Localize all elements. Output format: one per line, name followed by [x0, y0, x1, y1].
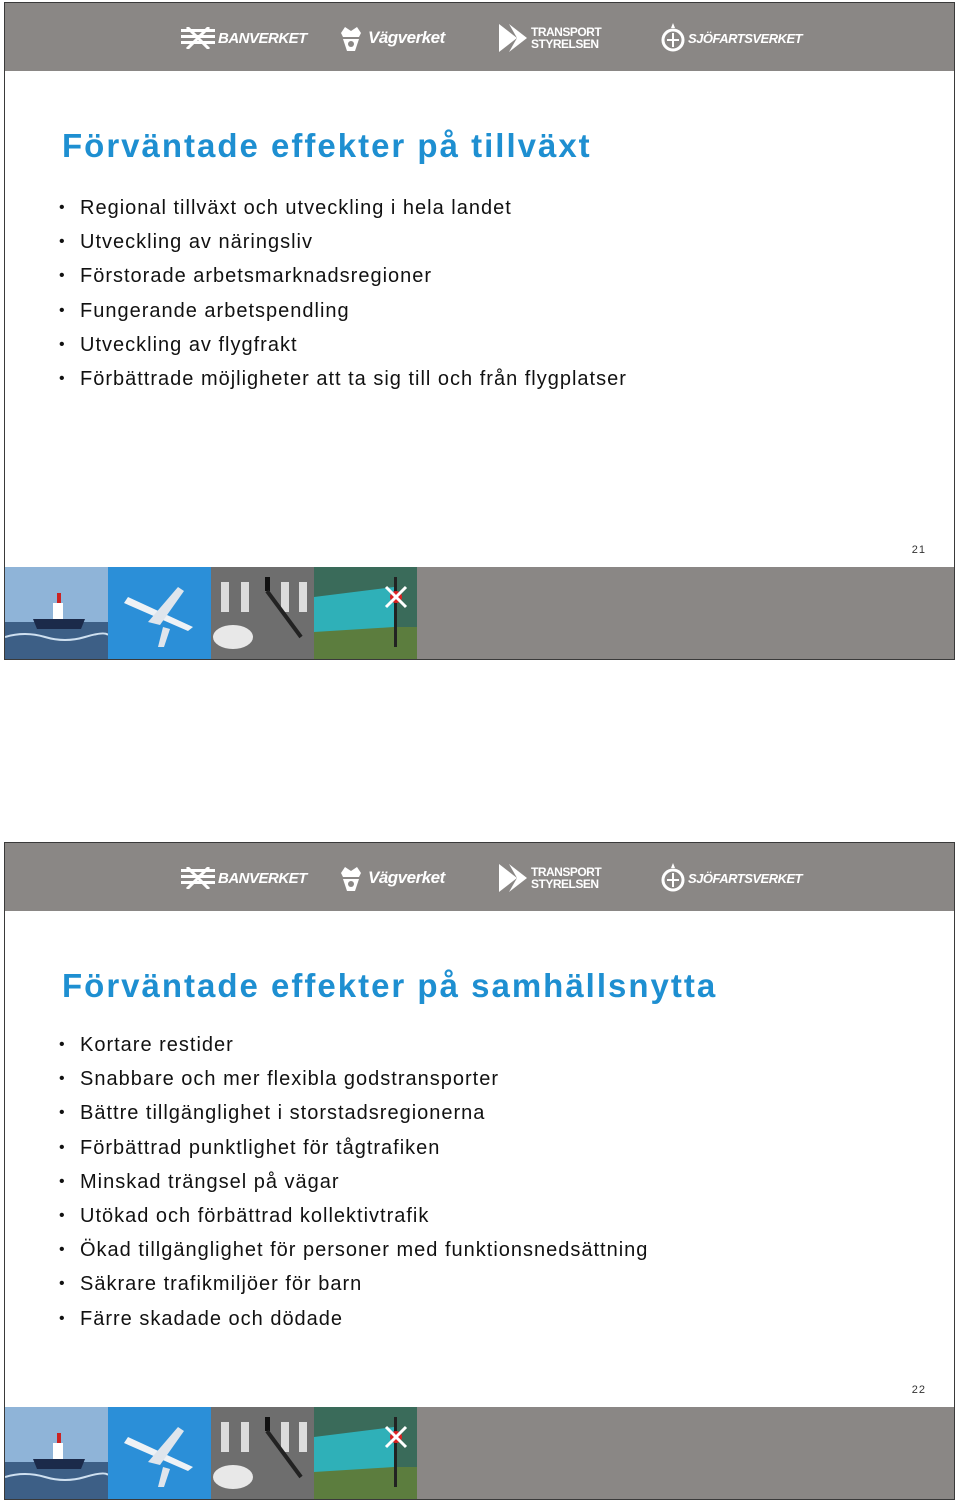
- banverket-logo: [181, 21, 307, 55]
- bullet-list: [57, 191, 627, 396]
- ship-photo: [5, 567, 108, 659]
- bullet-item: • Ökad tillgänglighet för personer med funktionsnedsättning: [57, 1233, 648, 1267]
- sjofart-crest-icon: [661, 23, 685, 53]
- bullet-item: • Utveckling av flygfrakt: [57, 328, 627, 362]
- banverket-logo-text: BANVERKET: [218, 869, 307, 887]
- bullet-item: • Förbättrad punktlighet för tågtrafiken: [57, 1131, 648, 1165]
- pedestrian-crossing-photo: [211, 567, 314, 659]
- train-crossing-photo: [314, 1407, 417, 1499]
- slide-title: Förväntade effekter på tillväxt: [62, 127, 592, 164]
- vagverket-logo-text: Vägverket: [368, 28, 445, 47]
- vagverket-logo: [337, 21, 445, 55]
- sjofart-crest-icon: [661, 863, 685, 893]
- train-crossing-photo: [314, 567, 417, 659]
- banverket-emblem-icon: [181, 867, 215, 889]
- bullet-list: [57, 1028, 648, 1336]
- bullet-item: • Regional tillväxt och utveckling i hela landet: [57, 191, 627, 225]
- banverket-logo: [181, 861, 307, 895]
- sjofartsverket-logo: [661, 21, 802, 55]
- bullet-item: • Kortare restider: [57, 1028, 648, 1062]
- bullet-item: • Säkrare trafikmiljöer för barn: [57, 1267, 648, 1301]
- vagverket-logo: [337, 861, 445, 895]
- sjofart-logo-text: SJÖFARTSVERKET: [688, 30, 803, 46]
- crown-emblem-icon: [337, 23, 365, 53]
- vagverket-logo-text: Vägverket: [368, 868, 445, 887]
- bullet-item: • Snabbare och mer flexibla godstransporter: [57, 1062, 648, 1096]
- slide-22: [4, 842, 955, 1500]
- slide-title: Förväntade effekter på samhällsnytta: [62, 967, 718, 1004]
- slide-21: [4, 2, 955, 660]
- banverket-logo-text: BANVERKET: [218, 29, 307, 47]
- bullet-item: • Färre skadade och dödade: [57, 1302, 648, 1336]
- transport-arrow-icon: [499, 24, 527, 52]
- bullet-item: • Utveckling av näringsliv: [57, 225, 627, 259]
- transport-logo-text-2: STYRELSEN: [531, 37, 599, 51]
- slide-header: [5, 843, 954, 911]
- bullet-item: • Förbättrade möjligheter att ta sig till och från flygplatser: [57, 362, 627, 396]
- transport-arrow-icon: [499, 864, 527, 892]
- transport-logo-text-1: TRANSPORT: [531, 25, 602, 39]
- page-number: 21: [911, 544, 926, 556]
- bullet-item: • Förstorade arbetsmarknadsregioner: [57, 259, 627, 293]
- airplane-photo: [108, 567, 211, 659]
- slide-header: [5, 3, 954, 71]
- banverket-emblem-icon: [181, 27, 215, 49]
- footer-photo-strip: [5, 567, 954, 659]
- transport-logo-text-2: STYRELSEN: [531, 877, 599, 891]
- sjofart-logo-text: SJÖFARTSVERKET: [688, 870, 803, 886]
- transportstyrelsen-logo: [499, 21, 601, 55]
- bullet-item: • Utökad och förbättrad kollektivtrafik: [57, 1199, 648, 1233]
- bullet-item: • Fungerande arbetspendling: [57, 294, 627, 328]
- transport-logo-text-1: TRANSPORT: [531, 865, 602, 879]
- sjofartsverket-logo: [661, 861, 802, 895]
- page-number: 22: [911, 1384, 926, 1396]
- bullet-item: • Minskad trängsel på vägar: [57, 1165, 648, 1199]
- footer-photo-strip: [5, 1407, 954, 1499]
- ship-photo: [5, 1407, 108, 1499]
- transportstyrelsen-logo: [499, 861, 601, 895]
- airplane-photo: [108, 1407, 211, 1499]
- bullet-item: • Bättre tillgänglighet i storstadsregionerna: [57, 1096, 648, 1130]
- crown-emblem-icon: [337, 863, 365, 893]
- pedestrian-crossing-photo: [211, 1407, 314, 1499]
